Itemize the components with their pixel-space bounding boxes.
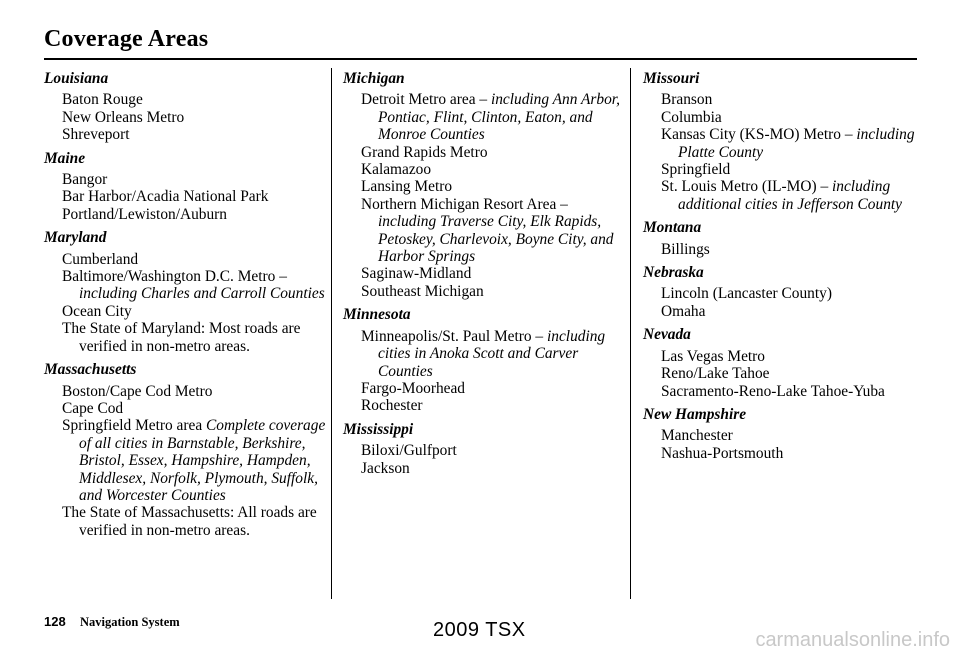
watermark: carmanualsonline.info: [755, 629, 950, 651]
state-heading: Massachusetts: [44, 361, 137, 379]
area-name: Fargo-Moorhead: [361, 379, 466, 397]
column-1: [44, 70, 328, 545]
area-item: [643, 365, 923, 382]
area-list: [44, 91, 328, 143]
column-divider-2: [630, 68, 631, 599]
area-item: [343, 196, 625, 266]
state-block-nevada: [643, 326, 923, 400]
area-item: [44, 417, 328, 504]
area-item: [343, 460, 625, 477]
state-heading: Nevada: [643, 326, 691, 344]
state-heading: Mississippi: [343, 420, 414, 438]
area-note: including Ann Arbor, Pontiac, Flint, Clinton, Eaton, and Monroe Counties: [378, 91, 620, 144]
page-title: Coverage Areas: [44, 26, 209, 52]
area-item: [343, 161, 625, 178]
area-list: [643, 285, 923, 320]
state-block-nebraska: [643, 264, 923, 320]
area-item: [643, 91, 923, 108]
area-name: Ocean City: [62, 302, 132, 320]
state-block-mississippi: [343, 421, 625, 477]
area-note: including additional cities in Jefferson County: [678, 178, 902, 213]
area-name: Grand Rapids Metro: [361, 143, 488, 161]
area-note: including Charles and Carroll Counties: [79, 285, 325, 303]
state-block-maryland: [44, 229, 328, 355]
area-item: [44, 109, 328, 126]
area-name: Springfield Metro area: [62, 417, 203, 435]
state-heading: Nebraska: [643, 264, 704, 282]
column-2: [343, 70, 625, 483]
area-name: Biloxi/Gulfport: [361, 442, 457, 460]
area-name: Springfield: [661, 161, 731, 179]
state-heading: Missouri: [643, 70, 700, 87]
area-note: including cities in Anoka Scott and Carver Counties: [378, 327, 606, 380]
area-item: [343, 178, 625, 195]
area-note: including Traverse City, Elk Rapids, Petoskey, Charlevoix, Boyne City, and Harbor Springs: [378, 213, 614, 266]
area-name: Minneapolis/St. Paul Metro –: [361, 327, 544, 345]
area-name: Cape Cod: [62, 399, 124, 417]
area-name: Las Vegas Metro: [661, 347, 766, 365]
area-item: [343, 265, 625, 282]
area-name: Northern Michigan Resort Area –: [361, 195, 568, 213]
area-note: including Platte County: [678, 126, 915, 161]
area-item: [643, 445, 923, 462]
column-3: [643, 70, 923, 468]
area-list: [643, 348, 923, 400]
area-item: [44, 251, 328, 268]
area-name: Billings: [661, 240, 710, 258]
state-block-maine: [44, 150, 328, 224]
state-heading: Maine: [44, 149, 86, 167]
state-block-massachusetts: [44, 361, 328, 539]
area-name: Rochester: [361, 397, 423, 415]
state-heading: Maryland: [44, 229, 107, 247]
area-item: [44, 303, 328, 320]
state-heading: New Hampshire: [643, 405, 747, 423]
area-list: [343, 91, 625, 300]
area-item: [643, 303, 923, 320]
area-name: Kalamazoo: [361, 161, 432, 179]
area-name: Nashua-Portsmouth: [661, 444, 784, 462]
area-item: [643, 109, 923, 126]
column-divider-1: [331, 68, 332, 599]
state-heading: Louisiana: [44, 70, 109, 87]
area-list: [643, 241, 923, 258]
area-item: [343, 442, 625, 459]
area-name: Boston/Cape Cod Metro: [62, 382, 213, 400]
area-name: Baltimore/Washington D.C. Metro –: [62, 268, 287, 286]
state-block-montana: [643, 219, 923, 258]
area-name: Bar Harbor/Acadia National Park: [62, 188, 269, 206]
area-name: Columbia: [661, 108, 722, 126]
area-item: [44, 188, 328, 205]
area-list: [343, 442, 625, 477]
area-name: Bangor: [62, 171, 108, 189]
area-item: [343, 380, 625, 397]
area-name: St. Louis Metro (IL-MO) –: [661, 178, 829, 196]
area-item: [643, 161, 923, 178]
area-name: Shreveport: [62, 126, 130, 144]
area-item: [343, 283, 625, 300]
area-name: Kansas City (KS-MO) Metro –: [661, 126, 853, 144]
area-name: Lincoln (Lancaster County): [661, 285, 832, 303]
area-item: [643, 427, 923, 444]
area-item: [44, 383, 328, 400]
area-item: [343, 397, 625, 414]
area-name: Sacramento-Reno-Lake Tahoe-Yuba: [661, 382, 885, 400]
title-rule: [44, 58, 917, 60]
area-name: Saginaw-Midland: [361, 265, 472, 283]
area-list: [44, 171, 328, 223]
area-item: [44, 126, 328, 143]
area-item: [44, 504, 328, 539]
area-name: New Orleans Metro: [62, 108, 185, 126]
area-name: Omaha: [661, 302, 706, 320]
area-item: [343, 91, 625, 143]
area-item: [44, 171, 328, 188]
area-item: [44, 206, 328, 223]
model-label: 2009 TSX: [433, 619, 526, 641]
area-item: [643, 348, 923, 365]
area-item: [343, 144, 625, 161]
area-item: [643, 285, 923, 302]
area-list: [643, 427, 923, 462]
area-name: Reno/Lake Tahoe: [661, 365, 770, 383]
state-block-missouri: [643, 70, 923, 213]
section-name: Navigation System: [80, 615, 180, 629]
state-block-michigan: [343, 70, 625, 300]
page-number: 128: [44, 614, 66, 629]
area-item: [643, 241, 923, 258]
state-block-new-hampshire: [643, 406, 923, 462]
area-name: Jackson: [361, 459, 410, 477]
area-name: Baton Rouge: [62, 91, 143, 109]
area-name: Detroit Metro area –: [361, 91, 488, 109]
area-name: Southeast Michigan: [361, 282, 484, 300]
area-item: [643, 126, 923, 161]
area-item: [643, 178, 923, 213]
area-name: Portland/Lewiston/Auburn: [62, 205, 228, 223]
area-list: [44, 251, 328, 355]
area-list: [643, 91, 923, 213]
area-name: Lansing Metro: [361, 178, 453, 196]
area-list: [44, 383, 328, 540]
area-name: Branson: [661, 91, 713, 109]
area-item: [44, 400, 328, 417]
state-block-minnesota: [343, 306, 625, 414]
area-note: Complete coverage of all cities in Barnstable, Berkshire, Bristol, Essex, Hampshire, Hampden, Middlesex, Norfolk, Plymouth, Suffolk, and Worcester Counties: [79, 417, 326, 504]
area-item: [343, 328, 625, 380]
area-name: The State of Maryland: Most roads are verified in non-metro areas.: [62, 320, 301, 355]
area-item: [44, 91, 328, 108]
state-block-louisiana: [44, 70, 328, 144]
state-heading: Montana: [643, 219, 702, 237]
area-name: Cumberland: [62, 250, 139, 268]
state-heading: Minnesota: [343, 306, 411, 324]
area-list: [343, 328, 625, 415]
area-item: [44, 320, 328, 355]
area-name: Manchester: [661, 427, 733, 445]
state-heading: Michigan: [343, 70, 405, 87]
area-item: [643, 383, 923, 400]
area-item: [44, 268, 328, 303]
area-name: The State of Massachusetts: All roads are verified in non-metro areas.: [62, 504, 317, 539]
